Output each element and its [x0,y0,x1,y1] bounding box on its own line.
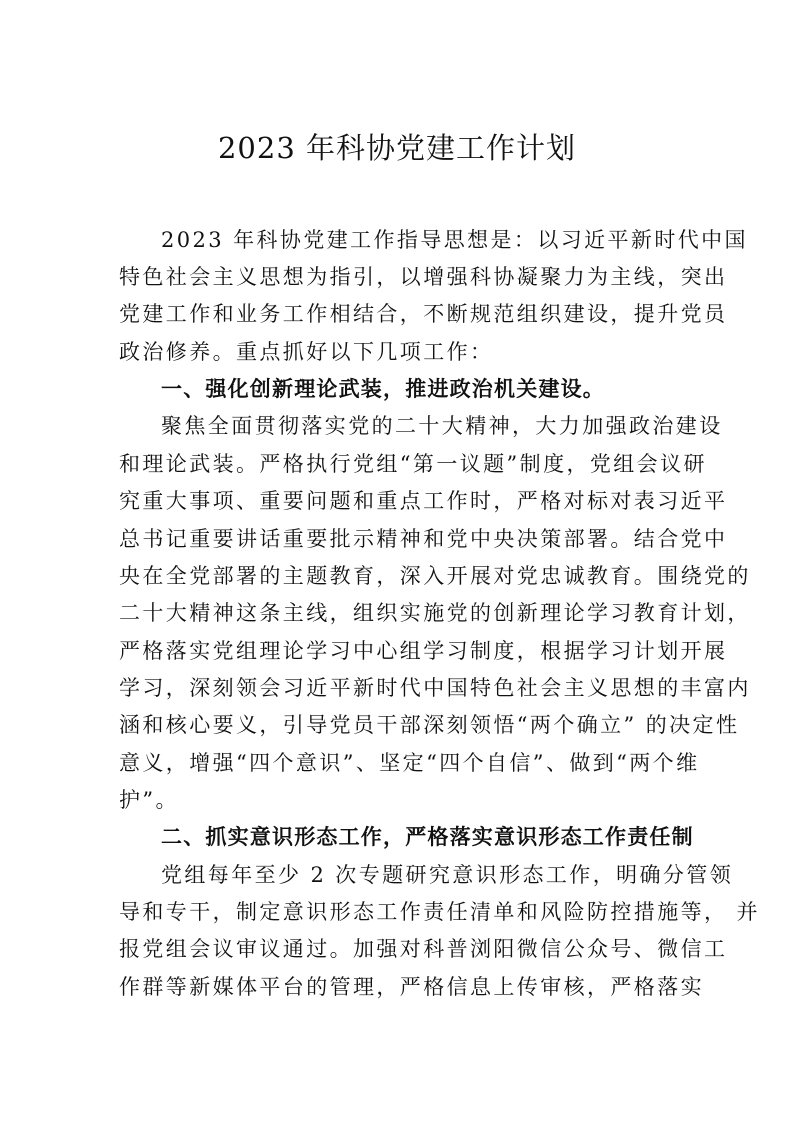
section-1-line: 央在全党部署的主题教育，深入开展对党忠诚教育。围绕党的 [119,564,751,588]
section-1-line: 意义，增强“四个意识”、坚定“四个自信”、做到“两个维 [119,751,700,775]
section-1-line: 二十大精神这条主线，组织实施党的创新理论学习教育计划， [119,601,751,625]
section-2-heading: 二、抓实意识形态工作，严格落实意识形态工作责任制 [161,825,694,849]
section-2-line: 作群等新媒体平台的管理，严格信息上传审核，严格落实 [119,975,704,999]
intro-line: 党建工作和业务工作相结合，不断规范组织建设，提升党员 [119,302,728,326]
section-1-line: 护”。 [119,788,179,812]
section-1-line: 和理论武装。严格执行党组“第一议题”制度，党组会议研 [119,452,707,476]
section-1-line: 学习，深刻领会习近平新时代中国特色社会主义思想的丰富内 [119,676,751,700]
section-1-heading: 一、强化创新理论武装，推进政治机关建设。 [161,377,605,401]
section-1-line: 究重大事项、重要问题和重点工作时，严格对标对表习近平 [119,489,728,513]
section-1-line: 涵和核心要义，引导党员干部深刻领悟“两个确立” 的决定性 [119,713,740,737]
section-2-line: 报党组会议审议通过。加强对科普浏阳微信公众号、微信工 [119,937,728,961]
section-1-line: 总书记重要讲话重要批示精神和党中央决策部署。结合党中 [119,527,728,551]
intro-line: 政治修养。重点抓好以下几项工作： [119,340,494,364]
section-2-line: 导和专干，制定意识形态工作责任清单和风险防控措施等， 并 [119,900,760,924]
section-1-line: 严格落实党组理论学习中心组学习制度，根据学习计划开展 [119,639,728,663]
section-2-line: 党组每年至少 2 次专题研究意识形态工作，明确分管领 [161,863,734,887]
section-1-line: 聚焦全面贯彻落实党的二十大精神，大力加强政治建设 [161,414,723,438]
intro-line: 2023 年科协党建工作指导思想是：以习近平新时代中国 [161,228,748,252]
intro-line: 特色社会主义思想为指引，以增强科协凝聚力为主线，突出 [119,265,728,289]
document-title: 2023 年科协党建工作计划 [217,131,577,165]
